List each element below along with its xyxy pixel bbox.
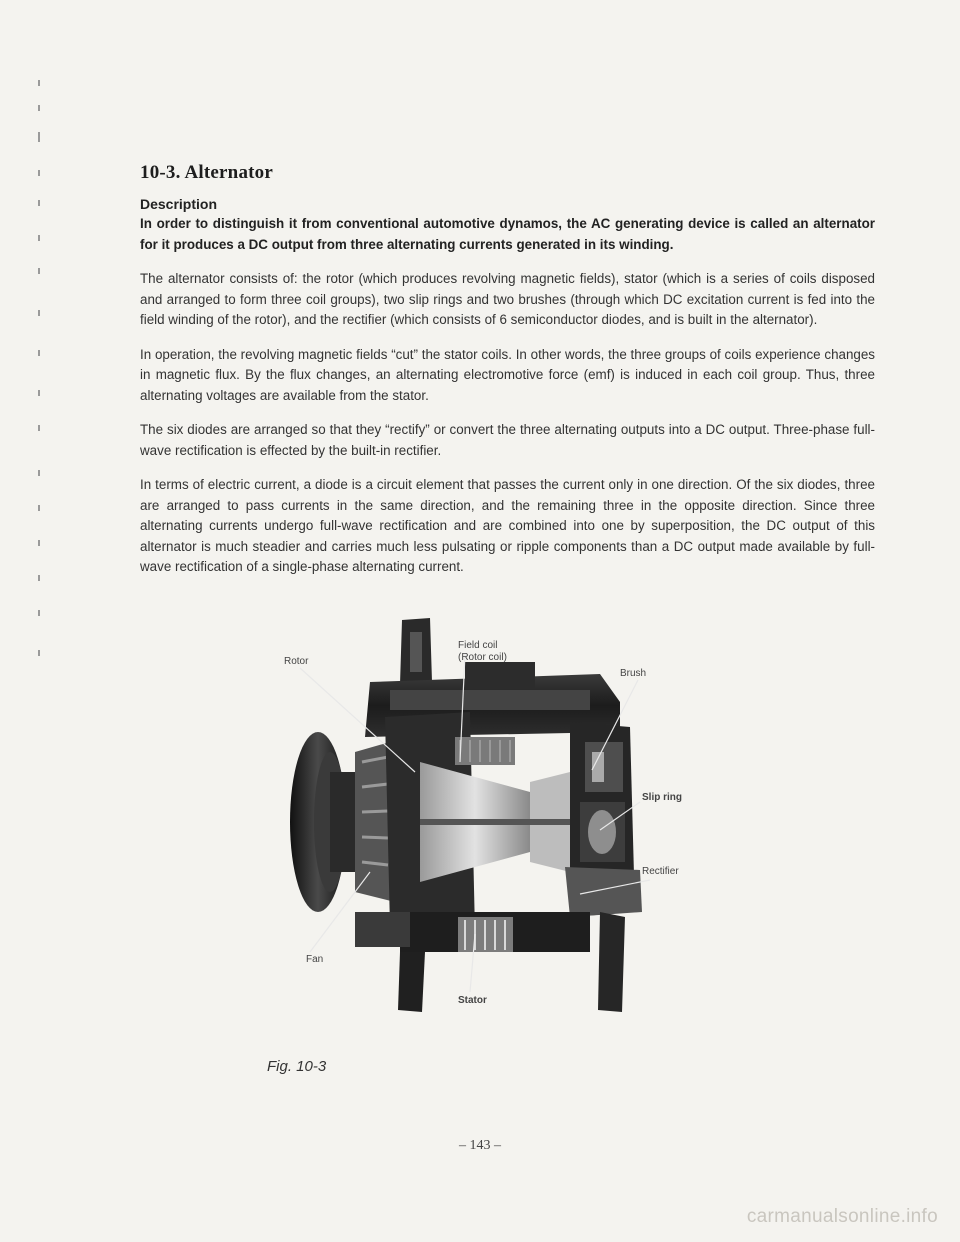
scan-margin-marks <box>38 60 58 680</box>
label-rectifier: Rectifier <box>642 866 679 877</box>
section-name: Alternator <box>184 162 274 183</box>
alternator-figure <box>270 612 710 1017</box>
label-fan: Fan <box>306 954 324 965</box>
paragraph-intro: In order to distinguish it from conventional automotive dynamos, the AC generating device is called an alternator for it produces a DC output from three alternating currents generated in its winding. <box>140 216 875 252</box>
subheading: Description <box>140 196 218 212</box>
paragraph-current: In terms of electric current, a diode is a circuit element that passes the current only in one direction. Of the six diodes, three are arranged to pass currents in the same direction, and the remaining three in the opposite direction. Since three alternating currents undergo full-wave rectification and are combined into one by superposition, the DC output of this alternator is much steadier and carries much less pulsating or ripple components than a DC output made available by full-wave rectification of a single-phase alternating current. <box>140 477 875 574</box>
paragraph-diodes: The six diodes are arranged so that they “rectify” or convert the three alternating outputs into a DC output. Three-phase full-wave rectification is effected by the built-in rectifier. <box>140 422 875 458</box>
section-number: 10-3. <box>140 162 181 183</box>
label-field-coil <box>458 640 507 664</box>
label-field-coil-line2: (Rotor coil) <box>458 652 507 663</box>
section-title <box>140 162 875 184</box>
page-number: – 143 – <box>459 1138 501 1153</box>
text-content <box>140 162 875 592</box>
paragraph-operation: In operation, the revolving magnetic fields “cut” the stator coils. In other words, the three groups of coils experience changes in magnetic flux. By the flux changes, an alternating electromotive force (emf) is induced in each coil group. Thus, three alternating voltages are available from the stator. <box>140 346 875 403</box>
label-rotor: Rotor <box>284 656 309 667</box>
label-brush: Brush <box>620 668 647 679</box>
figure-caption: Fig. 10-3 <box>267 1058 327 1075</box>
label-slip-ring: Slip ring <box>642 792 682 803</box>
label-field-coil-line1: Field coil <box>458 640 498 651</box>
paragraph-components: The alternator consists of: the rotor (which produces revolving magnetic fields), stator (which is a series of coils disposed and arranged to form three coil groups), two slip rings and two brushes (through which DC excitation current is fed into the field winding of the rotor), and the rectifier (which consists of 6 semiconductor diodes, and is built in the alternator). <box>140 271 875 327</box>
label-stator: Stator <box>458 995 487 1006</box>
watermark-text: carmanualsonline.info <box>746 1206 938 1227</box>
